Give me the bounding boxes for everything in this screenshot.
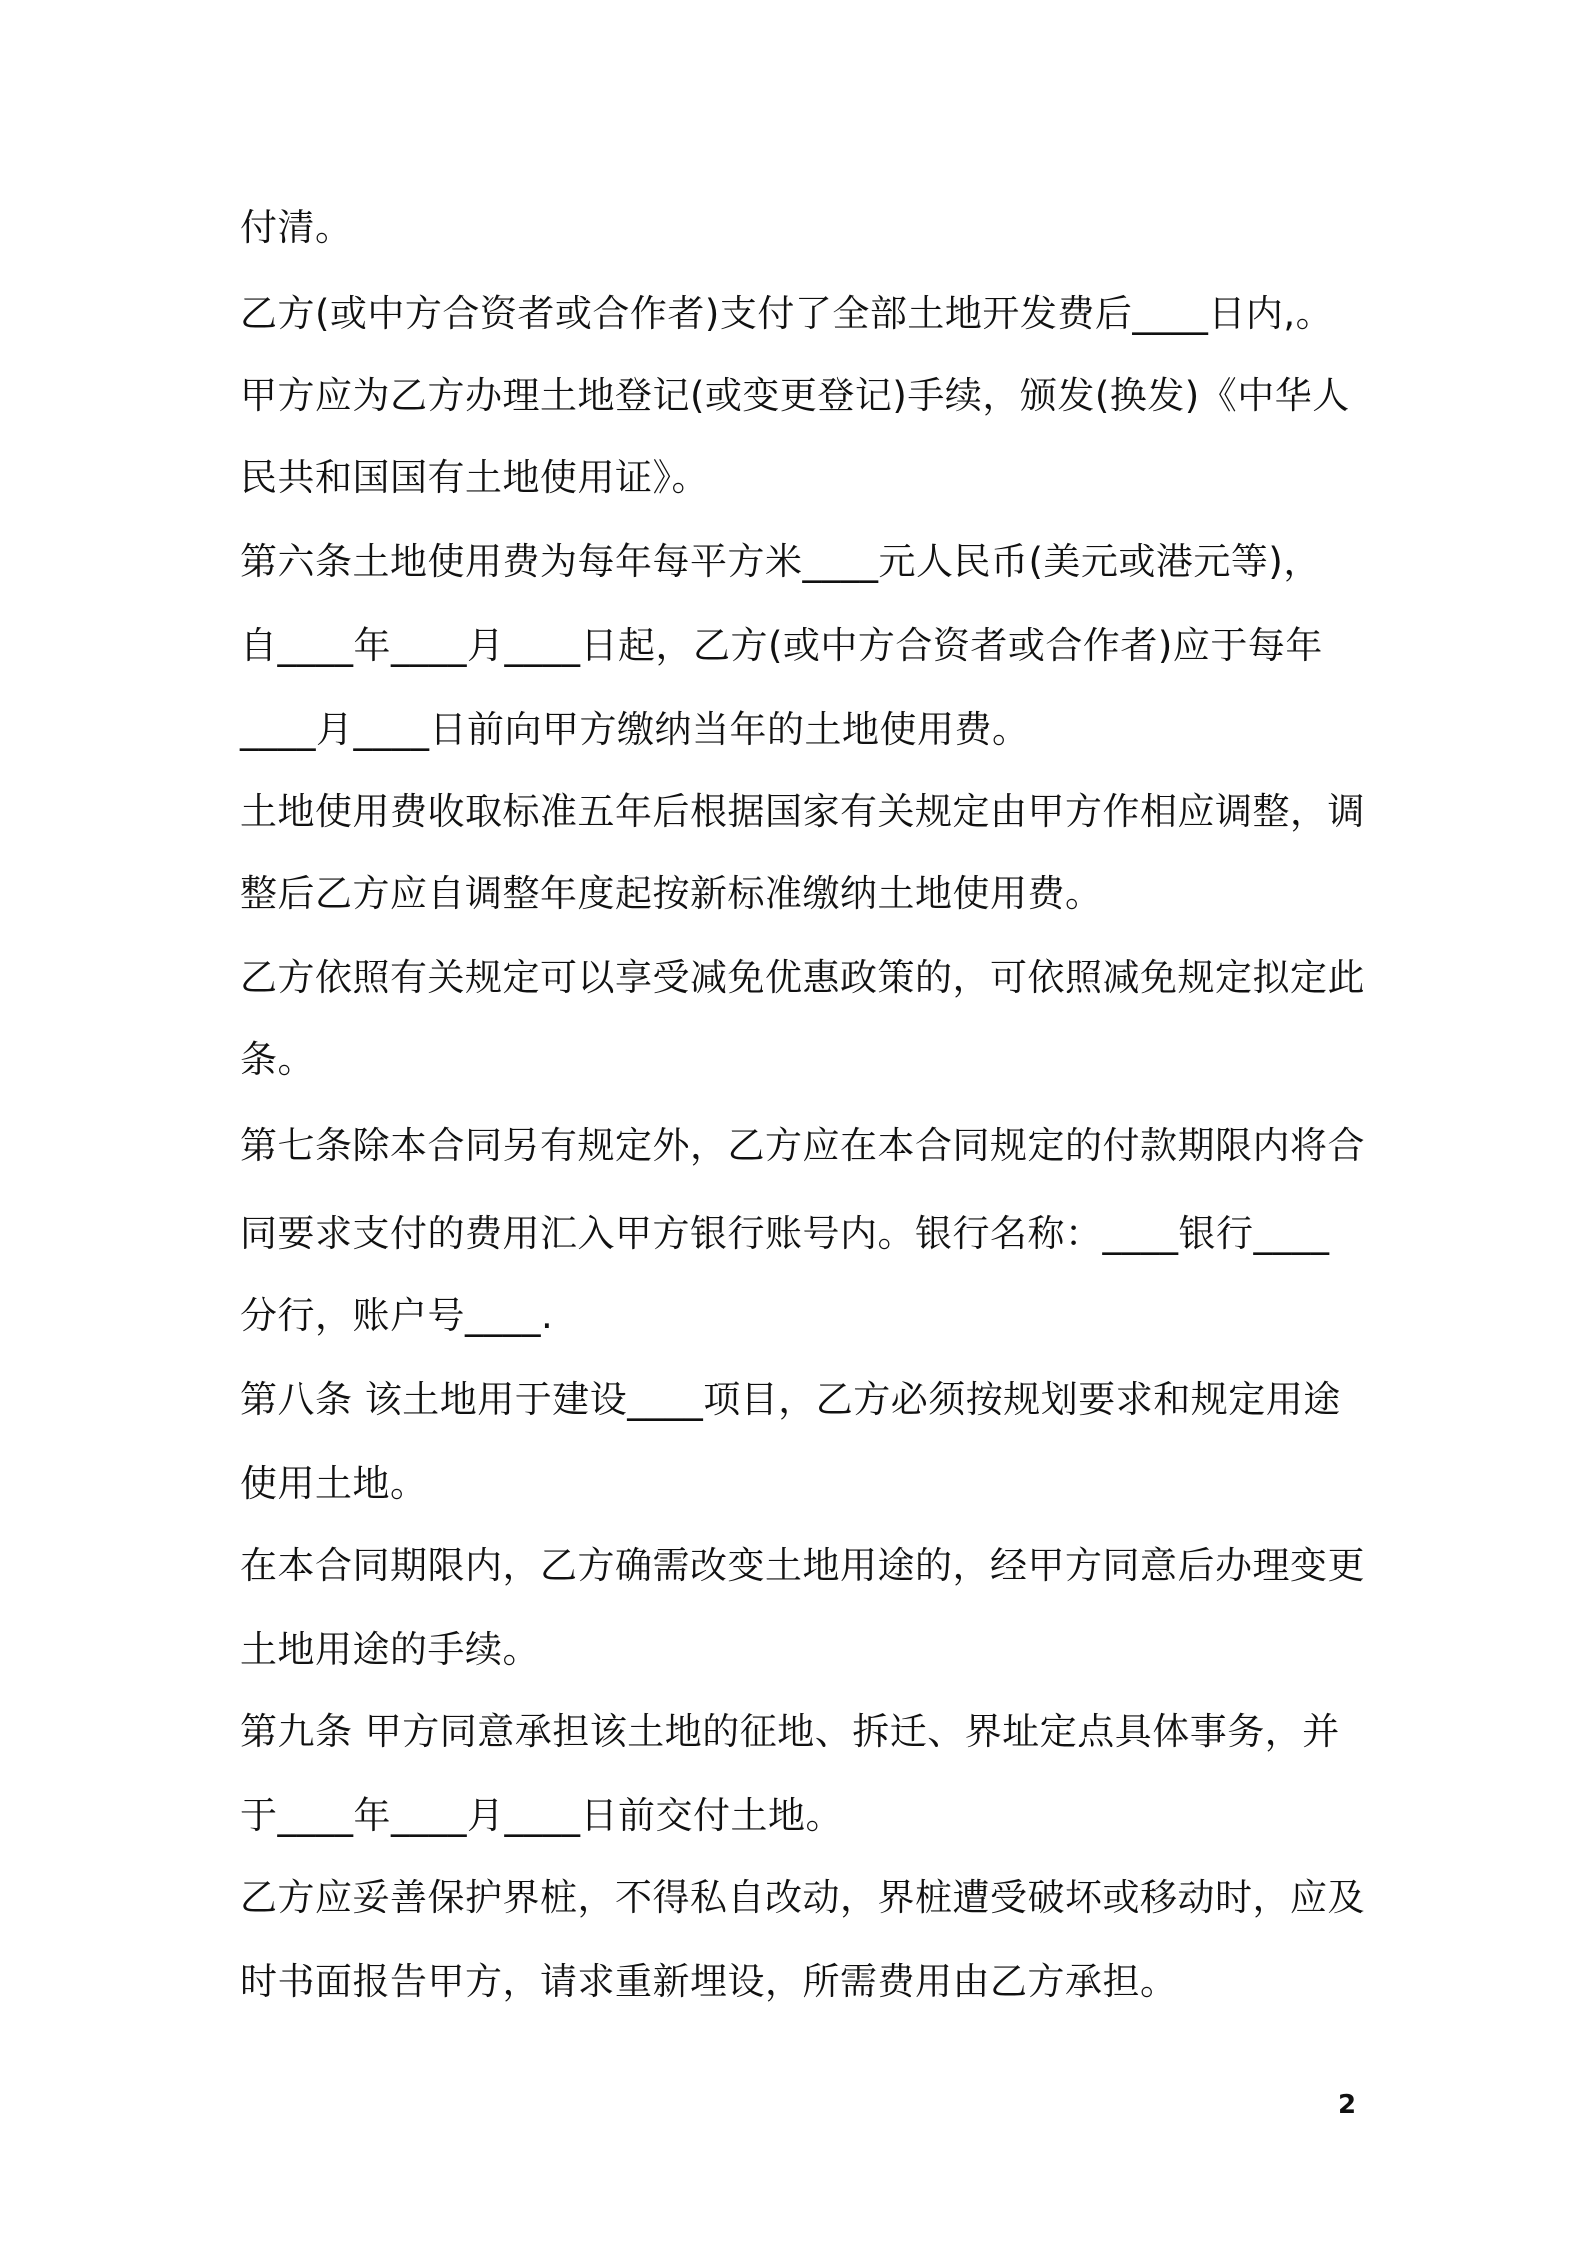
text-line: 乙方(或中方合资者或合作者)支付了全部土地开发费后____日内,。 (240, 292, 1334, 335)
text-line: 甲方应为乙方办理土地登记(或变更登记)手续，颁发(换发)《中华人 (240, 374, 1350, 417)
text-line: 条。 (240, 1038, 315, 1081)
text-line: 同要求支付的费用汇入甲方银行账号内。银行名称：____银行____ (240, 1212, 1330, 1255)
text-line: 整后乙方应自调整年度起按新标准缴纳土地使用费。 (240, 872, 1103, 915)
text-line: 时书面报告甲方，请求重新埋设，所需费用由乙方承担。 (240, 1960, 1178, 2003)
text-line: 第六条土地使用费为每年每平方米____元人民币(美元或港元等)， (240, 540, 1321, 583)
text-line: 付清。 (240, 206, 353, 249)
text-line: 民共和国国有土地使用证》。 (240, 456, 709, 499)
text-line: ____月____日前向甲方缴纳当年的土地使用费。 (240, 708, 1030, 751)
text-line: 乙方依照有关规定可以享受减免优惠政策的，可依照减免规定拟定此 (240, 956, 1365, 999)
text-line: 自____年____月____日起，乙方(或中方合资者或合作者)应于每年 (240, 624, 1323, 667)
text-line: 在本合同期限内，乙方确需改变土地用途的，经甲方同意后办理变更 (240, 1544, 1365, 1587)
text-line: 土地使用费收取标准五年后根据国家有关规定由甲方作相应调整，调 (240, 790, 1365, 833)
text-line: 使用土地。 (240, 1462, 428, 1505)
text-line: 分行，账户号____. (240, 1294, 554, 1337)
text-line: 第八条 该土地用于建设____项目，乙方必须按规划要求和规定用途 (240, 1378, 1341, 1421)
page-number: 2 (1338, 2090, 1357, 2120)
text-line: 第七条除本合同另有规定外，乙方应在本合同规定的付款期限内将合 (240, 1124, 1365, 1167)
text-line: 乙方应妥善保护界桩，不得私自改动，界桩遭受破坏或移动时，应及 (240, 1876, 1365, 1919)
text-line: 土地用途的手续。 (240, 1628, 540, 1671)
text-line: 第九条 甲方同意承担该土地的征地、拆迁、界址定点具体事务，并 (240, 1710, 1340, 1753)
text-line: 于____年____月____日前交付土地。 (240, 1794, 843, 1837)
